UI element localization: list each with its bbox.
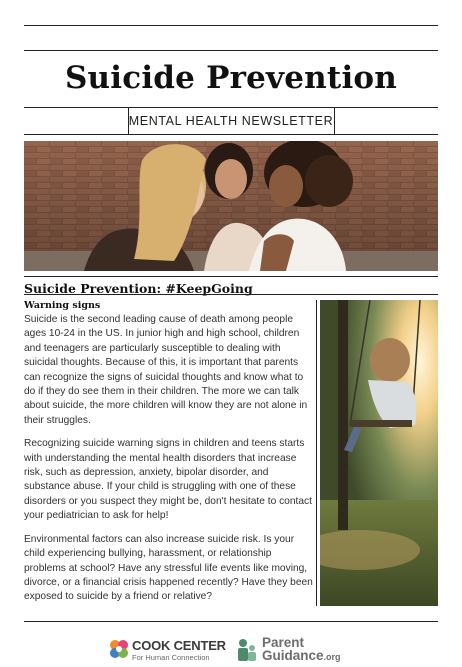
newsletter-subtitle: MENTAL HEALTH NEWSLETTER [128, 114, 334, 128]
parent-guidance-line2: Guidance.org [262, 648, 341, 663]
footer-logos [0, 636, 462, 664]
cook-center-name: COOK CENTER [132, 638, 226, 653]
side-photo-child-swing [320, 300, 438, 606]
parent-guidance-tld: .org [323, 652, 341, 662]
hero-photo-friends [24, 141, 438, 271]
parent-guidance-family-icon [236, 638, 258, 662]
top-rule-2 [24, 50, 438, 51]
cook-center-flower-icon [108, 638, 130, 660]
column-divider [316, 300, 317, 606]
paragraph-1: Suicide is the second leading cause of death among people ages 10-24 in the US. In junior high and high school, children and teenagers are particularly susceptible to dealing with suicidal thoughts. Because of this, it is important that parents can recognize the signs of suicidal thoughts and know what to do if they do see them in their children. The more we can talk about suicide, the more children will know they are not alone in their struggles. [24, 314, 308, 426]
article-body [24, 313, 314, 614]
top-rule-1 [24, 25, 438, 26]
paragraph-2: Recognizing suicide warning signs in children and teens starts with understanding the mental health disorders that increase risk, such as depression, anxiety, bipolar disorder, and substance abuse. If your child is struggling with one of these disorders or you suspect they might be, don't hesitate to contact your pediatrician to ask for help! [24, 438, 312, 522]
footer-rule [24, 621, 438, 622]
parent-guidance-line1: Parent [262, 635, 305, 650]
page-title: Suicide Prevention [64, 60, 398, 96]
article-rule-top [24, 276, 438, 277]
cook-center-tagline: For Human Connection [132, 653, 210, 662]
paragraph-3: Environmental factors can also increase suicide risk. Is your child experiencing bullying, harassment, or relationship problems at school? Have any stressful life events like moving, divorce, or a financial crisis happened recently? Have they been exposed to suicide by a friend or relative? [24, 533, 313, 603]
subtitle-banner [24, 107, 438, 135]
warning-signs-subheading: Warning signs [24, 300, 101, 311]
article-heading: Suicide Prevention: #KeepGoing [24, 281, 253, 296]
